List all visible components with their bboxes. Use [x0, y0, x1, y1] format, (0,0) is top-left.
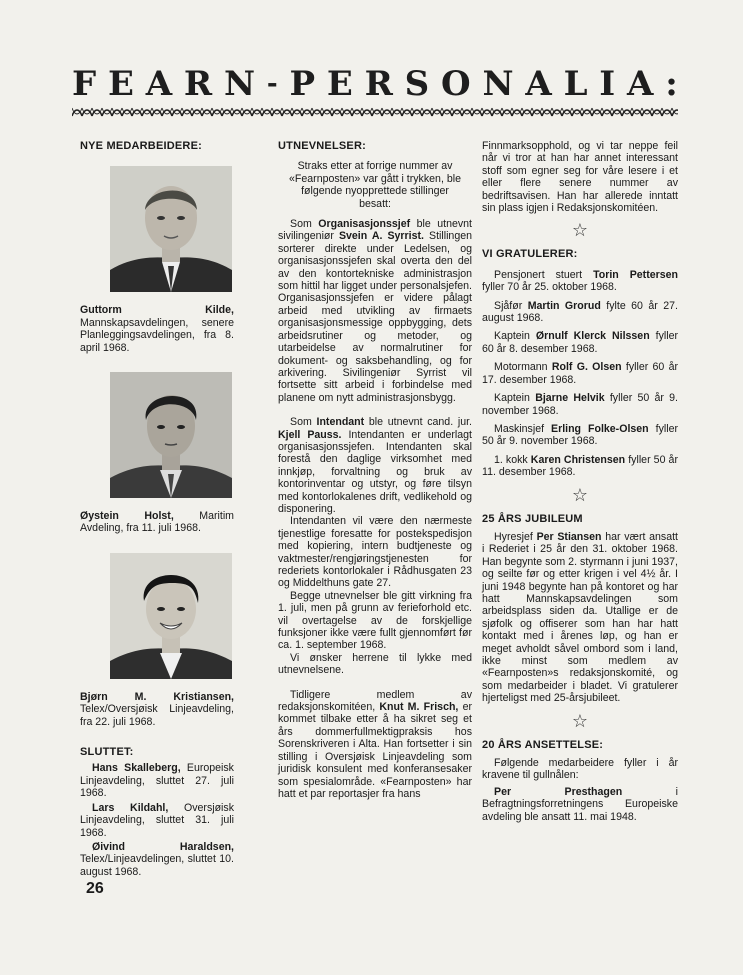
masthead-letter: R [183, 64, 213, 104]
masthead-letter: E [107, 64, 134, 104]
text-run: Hyresjef [494, 530, 537, 543]
text-run: fylte 60 år 27. august 1968. [482, 299, 678, 325]
appointments-intro: Straks etter at forrige nummer av «Fearnposten» var gått i trykken, ble følgende nyopprettede stillinger besatt: [289, 160, 461, 210]
person-name: Guttorm Kilde, [80, 304, 234, 317]
text-run: Tidligere medlem av redaksjonskomitéen, [278, 688, 472, 714]
masthead-letter: F [72, 64, 97, 104]
person-name: Per Presthagen [494, 785, 623, 798]
person-name: Øystein Holst, [80, 510, 174, 523]
person-name: Ørnulf Klerck Nilssen [535, 330, 650, 343]
birthday-entry [482, 269, 678, 294]
heading-gratulerer: VI GRATULERER: [482, 248, 578, 261]
rope-divider [72, 105, 678, 119]
person-name: Bjørn M. Kristiansen, [80, 690, 234, 703]
masthead-letter: N [223, 64, 256, 104]
person-name: Bjarne Helvik [535, 392, 605, 405]
masthead-letter: S [404, 64, 430, 104]
text-run: i Befragtningsforretningens Europeiske avdeling ble ansatt 11. mai 1948. [482, 785, 678, 823]
person-detail: Oversjøisk Linjeavdeling, sluttet 31. juli 1968. [80, 801, 235, 839]
paragraph-jubileum [482, 531, 678, 705]
star-icon: ☆ [571, 484, 589, 505]
paragraph-ansettelse-entry [482, 786, 678, 823]
text-run: Kaptein [494, 330, 536, 343]
person-name: Per Stiansen [536, 530, 602, 543]
masthead-letter: O [441, 64, 471, 104]
text-run: fyller 50 år 11. desember 1968. [482, 453, 678, 479]
caption-person [80, 510, 234, 535]
star-icon: ☆ [571, 220, 589, 241]
person-name: Erling Folke-Olsen [551, 422, 649, 435]
text-run: ble utnevnt cand. jur. [364, 416, 472, 429]
masthead-letter: A [627, 64, 654, 104]
column-appointments [278, 140, 472, 808]
person-detail: Telex/Oversjøisk Linjeavdeling, fra 22. juli 1968. [80, 703, 234, 728]
text-run: Stillingen sorterer direkte under Ledelsen, og organisasjonssjefen skal overta den del av den kontortekniske administrasjon som hittil har ligget under personalsjefen. Organisasjonssjefen er videre pålagt arbeid med utvikling av firmaets organisasjonsmessige oppbygging, dets arbeidsrutiner og metoder, og utarbeidelse av normalrutiner for dokument- og saksbehandling, og for arkivering. Sivilingeniør Syrrist vil fortsette sitt arbeid i forbindelse med planene om nytt administrasjonsbygg. [278, 230, 472, 404]
paragraph-effective-date: Begge utnevnelser ble gitt virkning fra 1. juli, men på grunn av ferieforhold etc. vil overtagelse av de forskjellige funksjoner ikke være fullt gjennomført før ca. 1. september 1968. [278, 589, 472, 652]
birthday-entry [482, 361, 678, 386]
person-name: Martin Grorud [527, 299, 601, 312]
masthead-letter: : [665, 64, 678, 104]
heading-jubileum: 25 ÅRS JUBILEUM [482, 512, 583, 525]
masthead-letter: I [599, 64, 616, 104]
person-name: Karen Christensen [530, 453, 626, 466]
text-run: Sjåfør [494, 299, 528, 312]
text-run: er kommet tilbake etter å ha sikret seg et års dommerfullmektigpraksis hos Sorenskriveren i Alta. Han fortsetter i sin stilling i Oversjøisk Linjeavdeling som juridisk konsulent med konferansesaker som spesialområde. «Fearnposten» har hatt et par reportasjer fra hans [278, 701, 472, 800]
sluttet-item [80, 762, 234, 799]
masthead-letter: A [145, 64, 173, 104]
heading-appointments: UTNEVNELSER: [278, 140, 366, 152]
sluttet-item [80, 802, 234, 839]
column-congratulations [482, 140, 678, 831]
masthead-letter: E [326, 64, 353, 104]
person-detail: Maritim Avdeling, fra 11. juli 1968. [80, 510, 234, 535]
paragraph-ansettelse-intro: Følgende medarbeidere fyller i år kravene til gullnålen: [482, 757, 678, 782]
column-new-staff [80, 140, 234, 880]
text-run: 1. kokk [494, 453, 531, 466]
text-run: Kaptein [494, 392, 536, 405]
text-run: fyller 60 år 8. desember 1968. [482, 330, 678, 355]
text-run: fyller 70 år 25. oktober 1968. [482, 281, 617, 294]
caption-person [80, 304, 234, 354]
paragraph-intendant-duties: Intendanten vil være den nærmeste tjenestlige foresatte for postekspedisjon med kopiering, intern budtjeneste og vaktmester/rengjøringstjenesten for rederiets kontorlokaler i Rådhusgaten 23 og Middelthuns gate 27. [278, 515, 472, 590]
masthead-letter: - [266, 69, 278, 99]
heading-sluttet: SLUTTET: [80, 746, 134, 759]
appointment-intendant [278, 416, 472, 515]
masthead-letter: N [482, 64, 514, 104]
birthday-entry [482, 454, 678, 479]
text-run: Pensjonert stuert [494, 268, 594, 281]
birthday-entry [482, 392, 678, 417]
sluttet-item [80, 841, 234, 878]
role-title: Organisasjonssjef [318, 218, 411, 231]
paragraph-congratulations: Vi ønsker herrene til lykke med utnevnelsene. [278, 651, 472, 677]
person-name: Kjell Pauss. [278, 428, 342, 441]
person-name: Øivind Haraldsen, [92, 840, 234, 853]
masthead-letter: A [525, 64, 552, 104]
heading-ansettelse: 20 ÅRS ANSETTELSE: [482, 738, 604, 751]
text-run: har vært ansatt i Rederiet i 25 år den 31. oktober 1968. Han begynte som 2. styrmann i juni 1937, og seilte før og etter krigen i vel 4½ år. I juni 1948 begynte han på kontoret og har hatt Mannskapsavdelingen som arbeidsplass siden da. Utallige er de sjøfolk og offiserer som han har hatt kontakt med i årenes løp, og han er meget avholdt såvel ombord som i land, ikke minst som medlem av «Fearnposten»s redaksjonskomité, og som medarbeider i bladet. Vi gratulerer hjerteligst med 25-årsjubileet. [482, 530, 678, 705]
appointment-organisasjonssjef [278, 218, 472, 404]
text-run: Som [290, 416, 317, 429]
heading-new-staff: NYE MEDARBEIDERE: [80, 140, 202, 152]
masthead-title [72, 66, 678, 102]
masthead-letter: R [364, 64, 393, 104]
portrait-photo-bjorn-kristiansen [110, 553, 232, 679]
portrait-photo-oystein-holst [110, 372, 232, 498]
person-detail: Telex/Linjeavdelingen, sluttet 10. august 1968. [80, 853, 234, 878]
role-title: Intendant [316, 416, 365, 429]
person-name: Hans Skalleberg, [92, 762, 181, 775]
star-icon: ☆ [571, 710, 589, 731]
person-name: Svein A. Syrrist. [338, 230, 424, 243]
text-run: ble utnevnt sivilingeniør [278, 218, 472, 243]
person-detail: Europeisk Linjeavdeling, sluttet 27. juli 1968. [80, 762, 234, 800]
person-name: Knut M. Frisch, [379, 701, 459, 714]
birthday-entry [482, 423, 678, 448]
text-run: Maskinsjef [494, 422, 552, 435]
caption-person [80, 691, 234, 728]
paragraph-continuation: Finnmarksopphold, og vi tar neppe feil når vi tror at han har annet interessant stoff som egner seg for våre lesere i et eller flere senere nummer av bedriftsavisen. Han har allerede inntatt sin plass igjen i Redaksjonskomitéen. [482, 140, 678, 215]
text-run: fyller 60 år 17. desember 1968. [482, 361, 679, 386]
text-run: fyller 50 år 9. november 1968. [482, 392, 679, 417]
portrait-photo-guttorm-kilde [110, 166, 232, 292]
person-detail: Mannskapsavdelingen, senere Planleggingsavdelingen, fra 8. april 1968. [80, 316, 234, 354]
text-run: fyller 50 år 9. november 1968. [482, 422, 678, 448]
person-name: Torin Pettersen [593, 268, 678, 281]
text-run: Som [290, 218, 319, 231]
text-run: Intendanten er underlagt organisasjonssjefen. Intendanten skal forestå den daglige virksomhet med innkjøp, forvaltning og bruk av kontorinventar og utstyr, og føre tilsyn med kontorlokalenes drift, vedlikehold og disponering. [278, 428, 472, 515]
person-name: Rolf G. Olsen [551, 361, 622, 374]
person-name: Lars Kildahl, [92, 801, 169, 814]
page-number: 26 [86, 880, 104, 897]
masthead-letter: P [289, 64, 316, 104]
paragraph-knut-frisch [278, 689, 472, 801]
birthday-entry [482, 300, 678, 325]
text-run: Motormann [494, 361, 552, 374]
masthead-letter: L [563, 64, 588, 104]
birthday-entry [482, 330, 678, 355]
